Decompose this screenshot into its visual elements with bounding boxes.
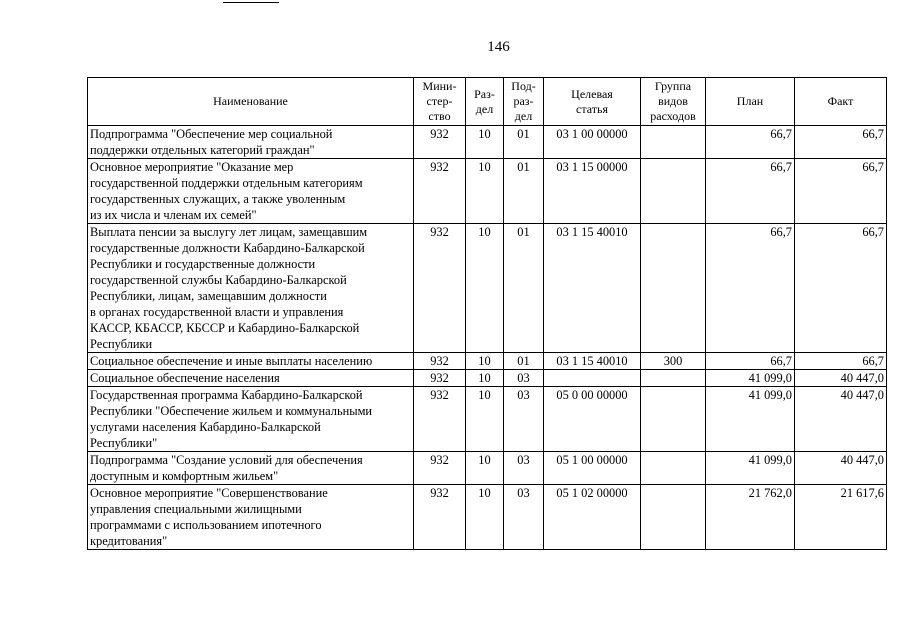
header-plan: План bbox=[706, 78, 795, 126]
row-fact: 40 447,0 bbox=[795, 452, 887, 485]
table-row bbox=[88, 159, 887, 224]
row-target-article: 03 1 15 00000 bbox=[544, 159, 641, 224]
row-fact: 66,7 bbox=[795, 126, 887, 159]
row-ministry: 932 bbox=[414, 126, 466, 159]
row-section: 10 bbox=[466, 353, 504, 370]
header-name: Наименование bbox=[88, 78, 414, 126]
row-expense-group: 300 bbox=[641, 353, 706, 370]
row-target-article: 05 0 00 00000 bbox=[544, 387, 641, 452]
table-row bbox=[88, 485, 887, 550]
row-subsection: 03 bbox=[504, 370, 544, 387]
row-target-article: 05 1 02 00000 bbox=[544, 485, 641, 550]
row-target-article: 03 1 15 40010 bbox=[544, 224, 641, 353]
row-ministry: 932 bbox=[414, 159, 466, 224]
row-target-article: 05 1 00 00000 bbox=[544, 452, 641, 485]
row-section: 10 bbox=[466, 485, 504, 550]
table-row bbox=[88, 387, 887, 452]
header-section: Раз- дел bbox=[466, 78, 504, 126]
table-row bbox=[88, 370, 887, 387]
row-target-article bbox=[544, 370, 641, 387]
row-name: Основное мероприятие "Оказание мер государственной поддержки отдельным категориям государственных служащих, а также уволенным из их числа и членам их семей" bbox=[88, 159, 414, 224]
row-section: 10 bbox=[466, 224, 504, 353]
row-ministry: 932 bbox=[414, 485, 466, 550]
row-subsection: 01 bbox=[504, 159, 544, 224]
row-expense-group bbox=[641, 485, 706, 550]
row-target-article: 03 1 00 00000 bbox=[544, 126, 641, 159]
header-target-article: Целевая статья bbox=[544, 78, 641, 126]
row-expense-group bbox=[641, 452, 706, 485]
budget-table bbox=[87, 77, 887, 550]
row-fact: 40 447,0 bbox=[795, 387, 887, 452]
row-ministry: 932 bbox=[414, 370, 466, 387]
row-section: 10 bbox=[466, 159, 504, 224]
row-name: Основное мероприятие "Совершенствование управления специальными жилищными программами с использованием ипотечного кредитования" bbox=[88, 485, 414, 550]
row-target-article: 03 1 15 40010 bbox=[544, 353, 641, 370]
row-ministry: 932 bbox=[414, 452, 466, 485]
row-plan: 21 762,0 bbox=[706, 485, 795, 550]
row-name: Подпрограмма "Обеспечение мер социальной поддержки отдельных категорий граждан" bbox=[88, 126, 414, 159]
row-plan: 41 099,0 bbox=[706, 370, 795, 387]
row-ministry: 932 bbox=[414, 353, 466, 370]
row-fact: 66,7 bbox=[795, 159, 887, 224]
page-number: 146 bbox=[487, 39, 510, 55]
row-expense-group bbox=[641, 159, 706, 224]
row-expense-group bbox=[641, 387, 706, 452]
row-subsection: 01 bbox=[504, 126, 544, 159]
header-fact: Факт bbox=[795, 78, 887, 126]
header-expense-group: Группа видов расходов bbox=[641, 78, 706, 126]
row-ministry: 932 bbox=[414, 224, 466, 353]
row-section: 10 bbox=[466, 126, 504, 159]
row-fact: 66,7 bbox=[795, 353, 887, 370]
row-section: 10 bbox=[466, 370, 504, 387]
header-subsection: Под- раз- дел bbox=[504, 78, 544, 126]
row-plan: 66,7 bbox=[706, 224, 795, 353]
table-row bbox=[88, 126, 887, 159]
row-fact: 21 617,6 bbox=[795, 485, 887, 550]
row-subsection: 01 bbox=[504, 353, 544, 370]
row-subsection: 03 bbox=[504, 452, 544, 485]
row-section: 10 bbox=[466, 387, 504, 452]
row-subsection: 01 bbox=[504, 224, 544, 353]
row-name: Социальное обеспечение и иные выплаты населению bbox=[88, 353, 414, 370]
row-name: Государственная программа Кабардино-Балкарской Республики "Обеспечение жильем и коммунальными услугами населения Кабардино-Балкарской Республики" bbox=[88, 387, 414, 452]
row-name: Социальное обеспечение населения bbox=[88, 370, 414, 387]
row-name: Выплата пенсии за выслугу лет лицам, замещавшим государственные должности Кабардино-Балкарской Республики и государственные должности государственной службы Кабардино-Балкарской Республики, лицам, замещавшим должности в органах государственной власти и управления КАССР, КБАССР, КБССР и Кабардино-Балкарской Республики bbox=[88, 224, 414, 353]
row-plan: 66,7 bbox=[706, 159, 795, 224]
row-plan: 66,7 bbox=[706, 353, 795, 370]
table-row bbox=[88, 452, 887, 485]
row-expense-group bbox=[641, 126, 706, 159]
row-plan: 41 099,0 bbox=[706, 387, 795, 452]
row-plan: 66,7 bbox=[706, 126, 795, 159]
row-ministry: 932 bbox=[414, 387, 466, 452]
table-row bbox=[88, 353, 887, 370]
row-expense-group bbox=[641, 370, 706, 387]
row-subsection: 03 bbox=[504, 485, 544, 550]
table-row bbox=[88, 224, 887, 353]
row-expense-group bbox=[641, 224, 706, 353]
header-ministry: Мини- стер- ство bbox=[414, 78, 466, 126]
top-rule-mark bbox=[223, 2, 279, 3]
row-name: Подпрограмма "Создание условий для обеспечения доступным и комфортным жильем" bbox=[88, 452, 414, 485]
row-subsection: 03 bbox=[504, 387, 544, 452]
row-plan: 41 099,0 bbox=[706, 452, 795, 485]
row-fact: 40 447,0 bbox=[795, 370, 887, 387]
row-fact: 66,7 bbox=[795, 224, 887, 353]
table-header-row bbox=[88, 78, 887, 126]
row-section: 10 bbox=[466, 452, 504, 485]
